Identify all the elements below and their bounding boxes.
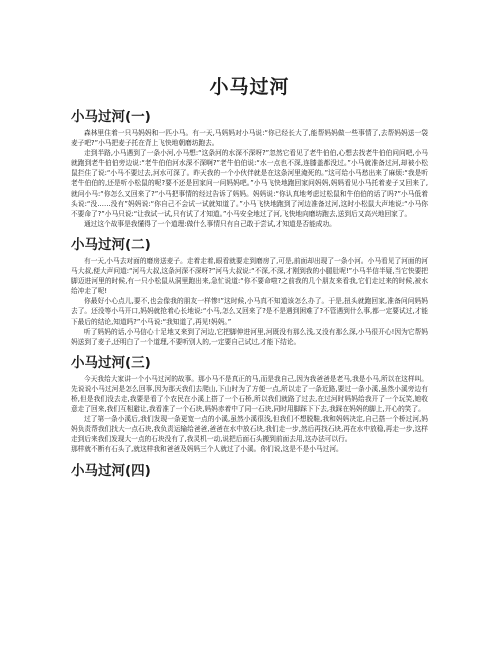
paragraph: 走到半路,小马遇到了一条小河,小马想:“这条河的水深不深呀?”忽然它看见了老牛伯伯,心想去找老牛伯伯问问吧,小马就跑到老牛伯伯旁边说:“老牛伯伯河水深不深啊?”老牛伯伯说:“水一点也不深,连膝盖都没过。”小马就准备过河,却被小松鼠拦住了说:“小马不要过去,河水可深了。昨天我的一个小伙伴就是在这条河里淹死的。”这可给小马愁出来了麻烦:“我是听老牛伯伯的,还是听小松鼠的呢?要不还是回家问一问妈妈吧。”小马飞快地跑回家问妈妈,妈妈看见小马托着麦子又回来了,就问小马:“你怎么又回来了?”小马把事情的经过告诉了妈妈。妈妈说:“你认真地考虑过松鼠和牛伯伯的话了吗?”小马低着头说:“没……没有”妈妈说:“你自己不会试一试就知道了。”小马飞快地跑到了河边准备过河,这时小松鼠大声地说:“小马你不要命了?”小马只说:“让我试一试,只有试了才知道。”小马安全地过了河,飞快地向磨坊跑去,送到后又高兴地回家了。 [71,149,428,218]
section-heading: 小马过河(二) [71,236,151,253]
section-2 [71,233,428,347]
document-title: 小马过河 [209,76,290,98]
paragraph: 过了第一条小溪后,我们发现一条更宽一点的小溪,虽然小溪很浅,但我们不想脱鞋,我和妈妈决定,自己搭一个桥过河,妈妈负责帮我们找大一点石块,我负责运输给爸爸,爸爸在水中放石块,我们走一步,然后再找石块,再在水中放稳,再走一步,这样走到后来我们发现大一点的石块没有了,我灵机一动,说把后面石头搬到前面去用,这办法可以行。 [71,415,428,444]
paragraph: 听了妈妈的话,小马信心十足地又来到了河边,它把脚伸进河里,河既没有那么浅,又没有那么深,小马很开心!因为它帮妈妈送到了麦子,还明白了一个道理,不要听别人的,一定要自己试过,才能下结论。 [71,327,428,346]
section-heading: 小马过河(一) [71,109,151,125]
section-heading: 小马过河(四) [71,462,151,479]
section-3 [71,351,428,455]
paragraph: 今天我给大家讲一个小马过河的故事。那小马不是真正的马,而是我自己,因为我爸爸是老马,我是小马,所以在这样叫。先说说小马过河是怎么回事,因为那天我们去爬山,下山时为了方便一点,所以走了一条近路,要过一条小溪,虽然小溪旁边有桥,但是我们没去走,我要是看了个农民在小溪上搭了一个石桥,所以我们就路了过去,在过河时妈妈给我开了一个玩笑,她收意走了回来,我们互相避让,我看准了一个石块,妈妈赤着中了同一石块,同时用脚踩下下去,我踩在妈妈的脚上,开心的笑了。 [71,374,428,414]
paragraph: 你最好小心点儿,要不,也会像我的朋友一样惨!”这时候,小马真不知道该怎么办了。于是,扭头就跑回家,准备问问妈妈去了。还没等小马开口,妈妈就抢着心长地说:“小马,怎么又回来了?是不是遇到困难了?不管遇到什么事,都一定要试过,才能下最后的结论,知道吗?”小马说:“我知道了,再见!妈妈。” [71,297,428,326]
paragraph: 森林里住着一只马妈妈和一匹小马。有一天,马妈妈对小马说:“你已经长大了,能帮妈妈做一些事情了,去帮妈妈送一袋麦子吧?”小马把麦子托在背上飞快地朝磨坊跑去。 [71,129,428,148]
paragraph: 通过这个故事是我懂得了一个道理:做什么事情只有自己敢于尝试,才知道是否能成功。 [84,219,336,228]
paragraph: 有一天,小马去对面的磨房送麦子。走着走着,眼看就要走到磨房了,可是,前面却出现了一条小河。小马看见了河面的河马大叔,便大声问道:“河马大叔,这条河深不深呀?”河马大叔说:“不深,不深,才刚到我的小腿肚呢!”小马半信半疑,当它快要把脚迈进河里的时候,有一只小松鼠从洞里跑出来,急忙说道:“你不要命啦?之前我的几个朋友来看我,它们走过来的时候,被水给冲走了呢! [71,256,428,296]
section-heading: 小马过河(三) [71,354,151,371]
paragraph: 那样就不断有石头了,就这样我和爸爸及妈妈三个人就过了小溪。你们说,这是不是小马过河。 [71,445,343,454]
section-1 [71,105,428,229]
section-4 [71,459,428,479]
